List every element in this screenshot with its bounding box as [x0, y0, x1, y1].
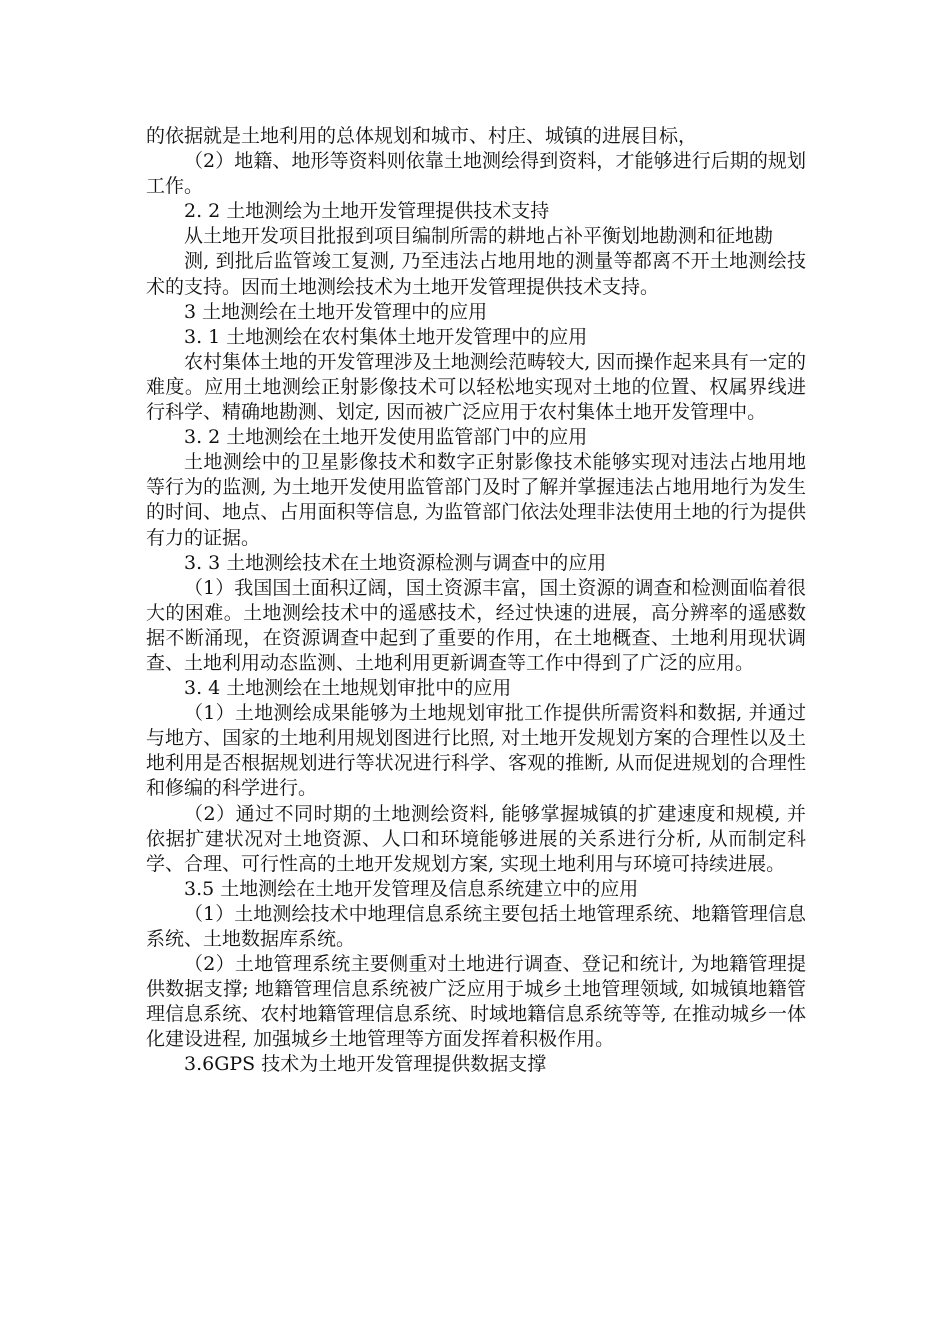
paragraph-item-2: （2）地籍、地形等资料则依靠土地测绘得到资料，才能够进行后期的规划工作。	[146, 150, 806, 198]
paragraph: （2）通过不同时期的土地测绘资料, 能够掌握城镇的扩建速度和规模, 并依据扩建状况对土地资源、人口和环境能够进展的关系进行分析, 从而制定科学、合理、可行性高的土地开发规划方案, 实现土地利用与环境可持续进展。	[146, 802, 806, 875]
section-heading-2-2: 2. 2 土地测绘为土地开发管理提供技术支持	[184, 200, 550, 223]
paragraph: （1）土地测绘成果能够为土地规划审批工作提供所需资料和数据, 并通过与地方、国家的土地利用规划图进行比照, 对土地开发规划方案的合理性以及土地利用是否根据规划进行等状况进行科学、客观的推断, 从而促进规划的合理性和修编的科学进行。	[146, 702, 806, 800]
paragraph: 从土地开发项目批报到项目编制所需的耕地占补平衡划地勘测和征地勘	[184, 225, 774, 248]
paragraph: （1）土地测绘技术中地理信息系统主要包括土地管理系统、地籍管理信息系统、土地数据库系统。	[146, 902, 806, 950]
paragraph: （2）土地管理系统主要侧重对土地进行调查、登记和统计, 为地籍管理提供数据支撑; 地籍管理信息系统被广泛应用于城乡土地管理领域, 如城镇地籍管理信息系统、农村地籍管理信息系统、时域地籍信息系统等等, 在推动城乡一体化建设进程, 加强城乡土地管理等方面发挥着积极作用。	[146, 953, 806, 1051]
section-heading-3-2: 3. 2 土地测绘在土地开发使用监管部门中的应用	[184, 426, 588, 449]
section-heading-3-4: 3. 4 土地测绘在土地规划审批中的应用	[184, 677, 512, 700]
document-body	[146, 124, 806, 1078]
section-heading-3-5: 3.5 土地测绘在土地开发管理及信息系统建立中的应用	[184, 877, 639, 900]
paragraph: 测, 到批后监管竣工复测, 乃至违法占地用地的测量等都离不开土地测绘技术的支持。因而土地测绘技术为土地开发管理提供技术支持。	[146, 250, 806, 298]
section-heading-3-6: 3.6GPS 技术为土地开发管理提供数据支撑	[184, 1053, 547, 1076]
section-heading-3: 3 土地测绘在土地开发管理中的应用	[184, 300, 488, 323]
section-heading-3-3: 3. 3 土地测绘技术在土地资源检测与调查中的应用	[184, 551, 607, 574]
paragraph: （1）我国国土面积辽阔，国土资源丰富，国土资源的调查和检测面临着很大的困难。土地测绘技术中的遥感技术，经过快速的进展，高分辨率的遥感数据不断涌现，在资源调查中起到了重要的作用，在土地概查、土地利用现状调查、土地利用动态监测、土地利用更新调查等工作中得到了广泛的应用。	[146, 576, 806, 674]
section-heading-3-1: 3. 1 土地测绘在农村集体土地开发管理中的应用	[184, 325, 588, 348]
paragraph-continuation: 的依据就是土地利用的总体规划和城市、村庄、城镇的进展目标，	[146, 125, 698, 147]
paragraph: 土地测绘中的卫星影像技术和数字正射影像技术能够实现对违法占地用地等行为的监测, 为土地开发使用监管部门及时了解并掌握违法占地用地行为发生的时间、地点、占用面积等信息, 为监管部门依法处理非法使用土地的行为提供有力的证据。	[146, 451, 806, 549]
paragraph: 农村集体土地的开发管理涉及土地测绘范畴较大, 因而操作起来具有一定的难度。应用土地测绘正射影像技术可以轻松地实现对土地的位置、权属界线进行科学、精确地勘测、划定, 因而被广泛应用于农村集体土地开发管理中。	[146, 350, 806, 424]
